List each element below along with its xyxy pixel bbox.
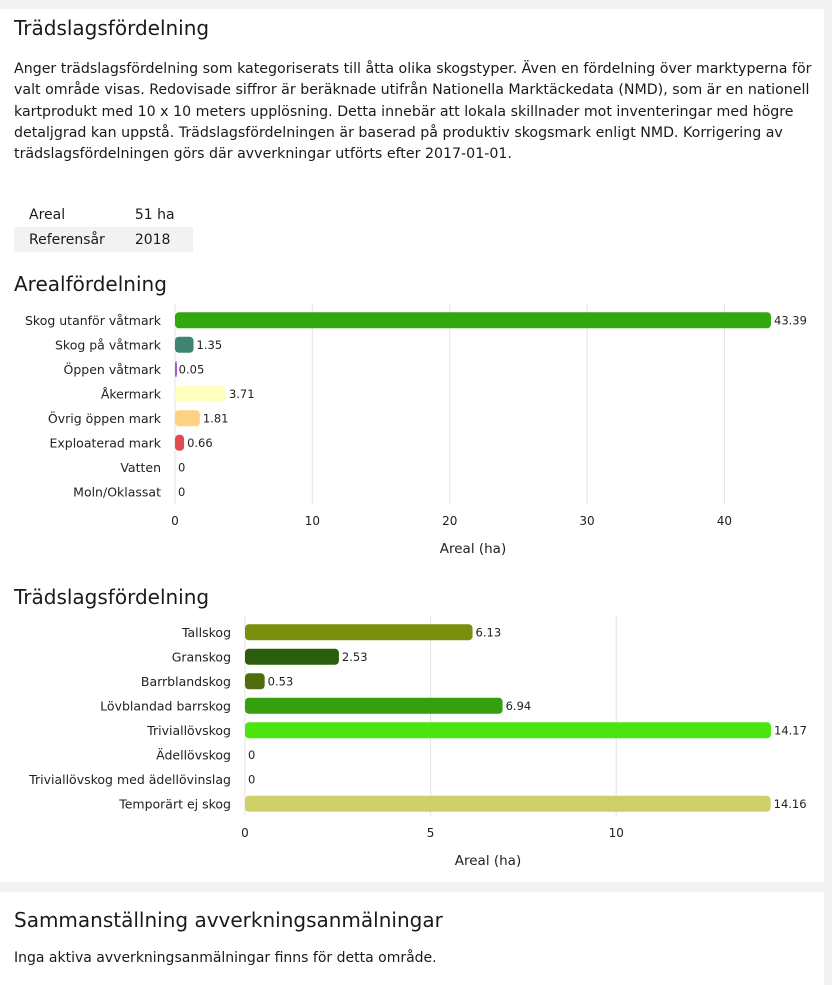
- data-label: 14.17: [774, 723, 807, 738]
- data-label: 0: [178, 460, 186, 475]
- info-label: Areal: [29, 206, 66, 223]
- x-tick-label: 0: [241, 826, 249, 840]
- bar: [245, 624, 473, 640]
- section-title-felling-notices: Sammanställning avverkningsanmälningar: [14, 908, 443, 932]
- felling-notices-card: [0, 892, 824, 985]
- data-label: 0.66: [187, 435, 213, 450]
- category-label: Triviallövskog med ädellövinslag: [29, 771, 231, 787]
- section-title-area-distribution: Arealfördelning: [14, 272, 167, 296]
- category-label: Övrig öppen mark: [47, 410, 161, 426]
- species-distribution-chart: [0, 613, 824, 878]
- bar: [245, 698, 503, 714]
- info-value: 2018: [120, 227, 193, 252]
- x-axis-label: Areal (ha): [439, 541, 507, 557]
- section-title-tree-distribution: Trädslagsfördelning: [14, 16, 210, 40]
- bar: [175, 386, 226, 402]
- info-row-area: [14, 202, 193, 227]
- category-label: Åkermark: [100, 386, 161, 402]
- data-label: 43.39: [774, 313, 807, 328]
- data-label: 2.53: [341, 649, 368, 664]
- category-label: Öppen våtmark: [63, 361, 161, 377]
- data-label: 3.71: [228, 386, 255, 401]
- bar: [175, 410, 200, 426]
- data-label: 0.05: [178, 362, 205, 377]
- category-label: Skog utanför våtmark: [24, 312, 161, 328]
- area-distribution-chart: [0, 300, 824, 570]
- info-table: [14, 202, 193, 252]
- data-label: 14.16: [773, 796, 807, 811]
- data-label: 1.81: [202, 411, 229, 426]
- category-label: Lövblandad barrskog: [100, 698, 231, 714]
- x-tick-label: 5: [426, 826, 435, 840]
- no-felling-notices-message: Inga aktiva avverkningsanmälningar finns för detta område.: [14, 950, 437, 966]
- bar: [175, 312, 771, 328]
- x-tick-label: 40: [716, 514, 733, 528]
- bar: [245, 796, 771, 812]
- bar: [245, 649, 339, 665]
- data-label: 0: [248, 747, 256, 762]
- bar: [245, 673, 265, 689]
- category-label: Vatten: [120, 459, 161, 475]
- category-label: Barrblandskog: [140, 673, 231, 689]
- bar: [175, 361, 177, 377]
- data-label: 0: [178, 484, 186, 499]
- category-label: Ädellövskog: [156, 747, 231, 763]
- x-tick-label: 10: [304, 514, 320, 528]
- data-label: 1.35: [196, 337, 223, 352]
- info-value: 51 ha: [134, 206, 175, 223]
- data-label: 6.94: [505, 698, 532, 713]
- bar: [175, 435, 184, 451]
- info-label: Referensår: [14, 227, 120, 252]
- category-label: Temporärt ej skog: [119, 796, 231, 812]
- x-tick-label: 30: [579, 514, 595, 528]
- section-title-species-distribution: Trädslagsfördelning: [14, 585, 210, 609]
- category-label: Moln/Oklassat: [73, 484, 161, 500]
- info-row-reference-year: [14, 227, 193, 252]
- description-text: Anger trädslagsfördelning som kategoriserats till åtta olika skogstyper. Även en fördelning över marktyperna för valt område visas. Redovisade siffror är beräknade utifrån Nationella Marktäckedata (NMD), som är en nationell kartprodukt med 10 x 10 meters upplösning. Detta innebär att lokala skillnader mot inventeringar med högre detaljgrad kan uppstå. Trädslagsfördelningen är baserad på produktiv skogsmark enligt NMD. Korrigering av trädslagsfördelningen görs där avverkningar utförts efter 2017-01-01.: [14, 61, 812, 163]
- category-label: Exploaterad mark: [49, 435, 161, 451]
- category-label: Skog på våtmark: [54, 337, 161, 353]
- category-label: Tallskog: [181, 624, 231, 640]
- bar: [175, 337, 194, 353]
- category-label: Triviallövskog: [147, 722, 231, 738]
- bar: [245, 722, 771, 738]
- category-label: Granskog: [171, 649, 231, 665]
- x-tick-label: 10: [608, 826, 624, 840]
- x-axis-label: Areal (ha): [454, 853, 522, 869]
- data-label: 0.53: [267, 674, 294, 689]
- data-label: 6.13: [475, 625, 502, 640]
- data-label: 0: [248, 772, 256, 787]
- x-tick-label: 0: [171, 514, 179, 528]
- x-tick-label: 20: [442, 514, 458, 528]
